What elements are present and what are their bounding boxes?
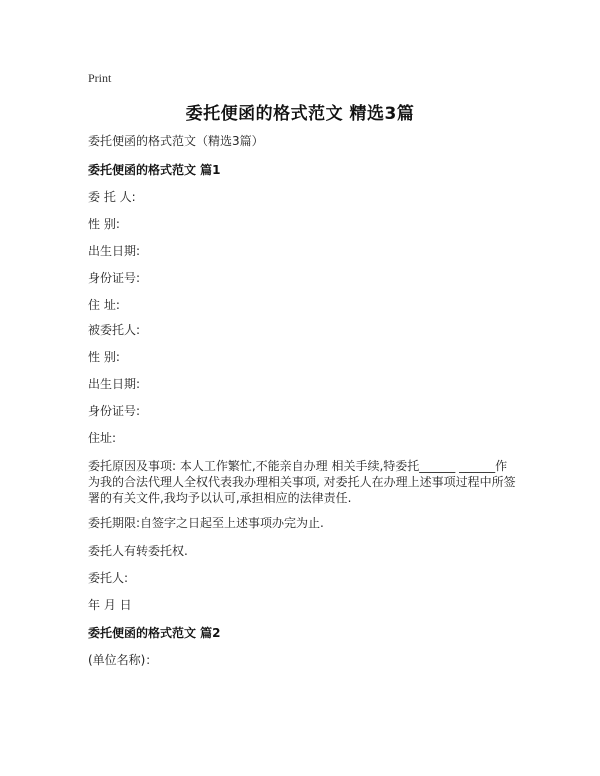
- reason-paragraph: 委托原因及事项: 本人工作繁忙,不能亲自办理 相关手续,特委托______ ______作为我的合法代理人全权代表我办理相关事项, 对委托人在办理上述事项过程中所签署的有关文件,我均予以认可,承担相应的法律责任.: [88, 459, 516, 505]
- section-heading-1: 委托便函的格式范文 篇1: [88, 163, 221, 177]
- field-address: 住 址:: [88, 298, 120, 312]
- field-gender: 性 别:: [88, 217, 120, 231]
- field-agent-gender: 性 别:: [88, 350, 120, 364]
- field-agent-birthdate: 出生日期:: [88, 377, 141, 391]
- period-line: 委托期限:自签字之日起至上述事项办完为止.: [88, 516, 324, 530]
- print-link[interactable]: Print: [88, 71, 112, 85]
- field-principal: 委 托 人:: [88, 190, 136, 204]
- field-agent-address: 住址:: [88, 431, 117, 445]
- transfer-line: 委托人有转委托权.: [88, 544, 188, 558]
- date-line: 年 月 日: [88, 598, 132, 612]
- signature-line: 委托人:: [88, 571, 129, 585]
- field-agent-id-number: 身份证号:: [88, 404, 141, 418]
- document-title: 委托便函的格式范文 精选3篇: [185, 104, 415, 124]
- unit-name-line: (单位名称)：: [88, 653, 158, 667]
- document-intro: 委托便函的格式范文（精选3篇）: [88, 134, 264, 148]
- section-heading-2: 委托便函的格式范文 篇2: [88, 626, 221, 640]
- field-agent: 被委托人:: [88, 323, 141, 337]
- field-birthdate: 出生日期:: [88, 244, 141, 258]
- field-id-number: 身份证号:: [88, 271, 141, 285]
